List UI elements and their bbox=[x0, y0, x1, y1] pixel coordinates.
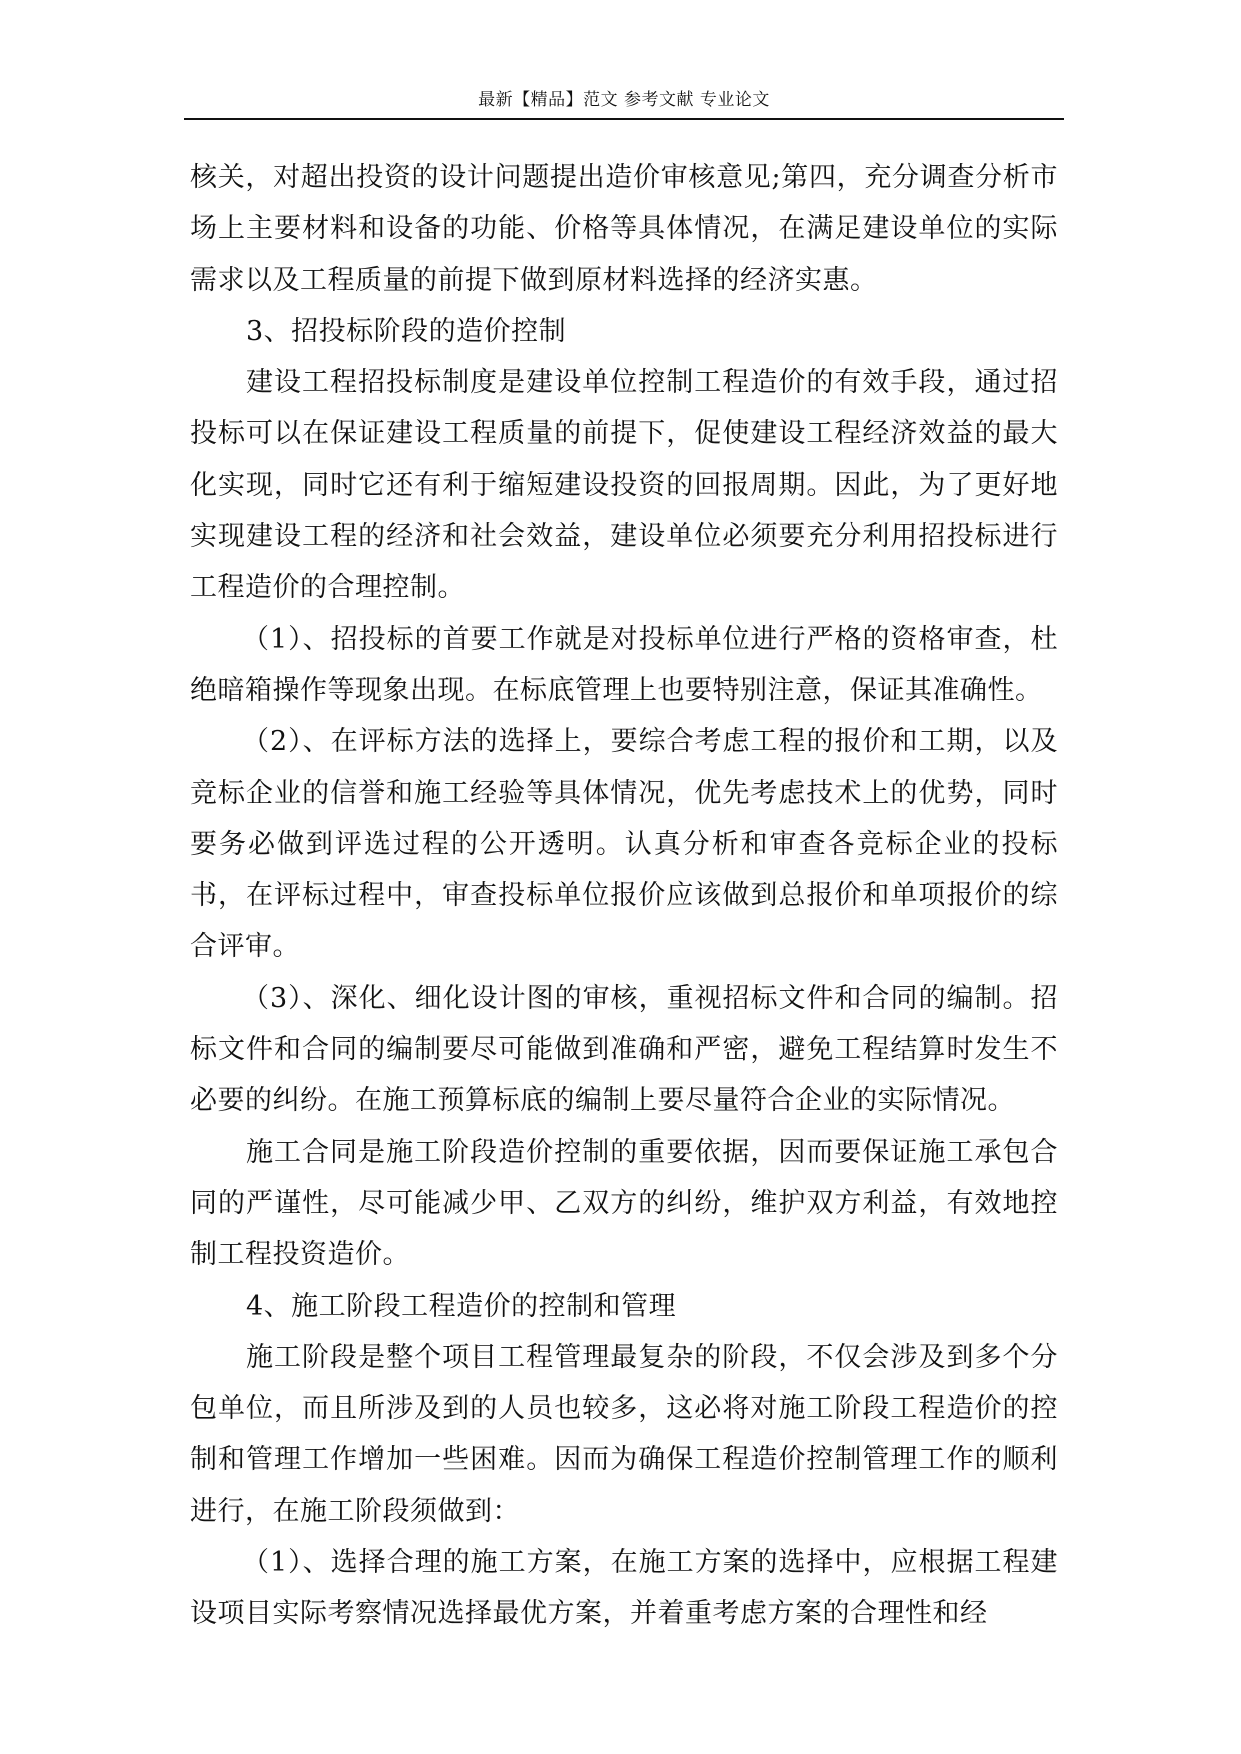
section-heading-4: 4、施工阶段工程造价的控制和管理 bbox=[246, 1290, 677, 1322]
list-item-3: （3）、深化、细化设计图的审核，重视招标文件和合同的编制。招标文件和合同的编制要尽可能做到准确和严密，避免工程结算时发生不必要的纠纷。在施工预算标底的编制上要尽量符合企业的实际情况。 bbox=[190, 982, 1058, 1117]
list-item-1: （1）、招投标的首要工作就是对投标单位进行严格的资格审查，杜绝暗箱操作等现象出现。在标底管理上也要特别注意，保证其准确性。 bbox=[190, 623, 1058, 706]
list-item-construction-1: （1）、选择合理的施工方案，在施工方案的选择中，应根据工程建设项目实际考察情况选择最优方案，并着重考虑方案的合理性和经 bbox=[190, 1547, 1058, 1630]
page-header bbox=[184, 84, 1064, 120]
section-heading-3: 3、招投标阶段的造价控制 bbox=[246, 315, 567, 347]
paragraph-contract: 施工合同是施工阶段造价控制的重要依据，因而要保证施工承包合同的严谨性，尽可能减少甲、乙双方的纠纷，维护双方利益，有效地控制工程投资造价。 bbox=[190, 1136, 1058, 1271]
paragraph-continuation: 核关，对超出投资的设计问题提出造价审核意见;第四，充分调查分析市场上主要材料和设备的功能、价格等具体情况，在满足建设单位的实际需求以及工程质量的前提下做到原材料选择的经济实惠。 bbox=[190, 162, 1058, 296]
document-body bbox=[190, 152, 1058, 1640]
list-item-2: （2）、在评标方法的选择上，要综合考虑工程的报价和工期，以及竞标企业的信誉和施工经验等具体情况，优先考虑技术上的优势，同时要务必做到评选过程的公开透明。认真分析和审查各竞标企业的投标书，在评标过程中，审查投标单位报价应该做到总报价和单项报价的综合评审。 bbox=[190, 726, 1058, 963]
header-text: 最新【精品】范文 参考文献 专业论文 bbox=[478, 90, 770, 110]
paragraph-bidding-intro: 建设工程招投标制度是建设单位控制工程造价的有效手段，通过招投标可以在保证建设工程质量的前提下，促使建设工程经济效益的最大化实现，同时它还有利于缩短建设投资的回报周期。因此，为了更好地实现建设工程的经济和社会效益，建设单位必须要充分利用招投标进行工程造价的合理控制。 bbox=[190, 367, 1058, 604]
paragraph-construction-stage: 施工阶段是整个项目工程管理最复杂的阶段，不仅会涉及到多个分包单位，而且所涉及到的人员也较多，这必将对施工阶段工程造价的控制和管理工作增加一些困难。因而为确保工程造价控制管理工作的顺利进行，在施工阶段须做到： bbox=[190, 1341, 1058, 1527]
